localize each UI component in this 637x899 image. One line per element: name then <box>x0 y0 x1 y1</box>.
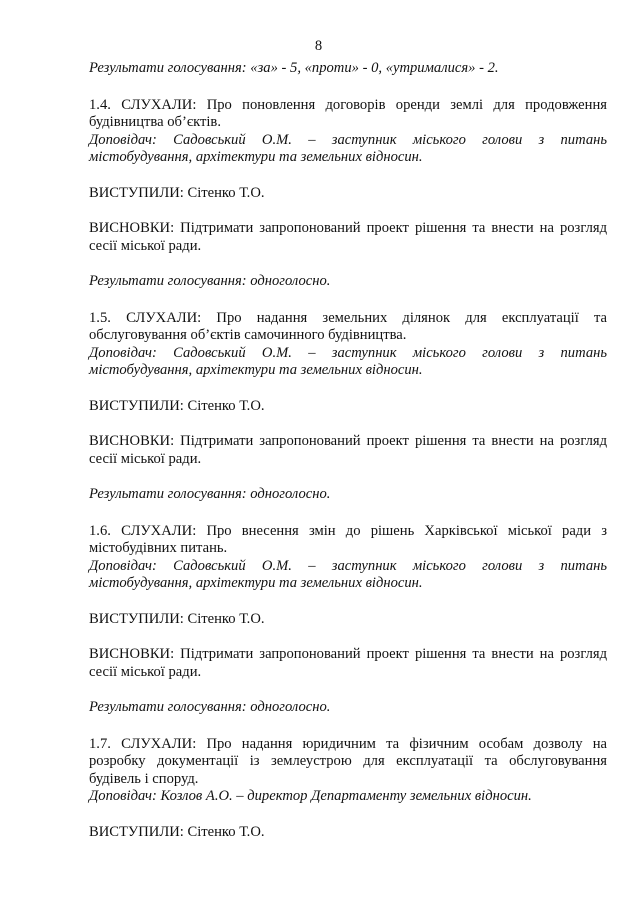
spoke-paragraph <box>89 611 607 629</box>
heard-paragraph <box>89 736 607 789</box>
agenda-item-1-4 <box>89 97 607 291</box>
heard-label: 1.4. СЛУХАЛИ: <box>89 96 197 113</box>
heard-text: Про внесення змін до рішень Харківської міської ради з містобудівних питань. <box>89 522 607 556</box>
heard-paragraph <box>89 97 607 132</box>
spoke-text: Сітенко Т.О. <box>183 823 265 840</box>
agenda-item-1-5 <box>89 310 607 504</box>
page-number: 8 <box>314 38 323 54</box>
heard-text: Про поновлення договорів оренди землі для продовження будівництва об’єктів. <box>89 96 607 130</box>
heard-label: 1.7. СЛУХАЛИ: <box>89 735 197 752</box>
spoke-paragraph <box>89 824 607 842</box>
conclusion-paragraph <box>89 220 607 255</box>
spoke-text: Сітенко Т.О. <box>183 184 265 201</box>
agenda-item-1-6 <box>89 523 607 717</box>
spoke-label: ВИСТУПИЛИ: <box>89 610 184 627</box>
conclusion-text: Підтримати запропонований проект рішення та внести на розгляд сесії міської ради. <box>89 433 607 467</box>
speaker-line: Доповідач: Козлов А.О. – директор Департаменту земельних відносин. <box>89 788 532 804</box>
minutes-body <box>89 60 607 841</box>
spoke-paragraph <box>89 185 607 203</box>
heard-text: Про надання земельних ділянок для експлуатації та обслуговування об’єктів самочинного будівництва. <box>89 309 608 343</box>
conclusion-text: Підтримати запропонований проект рішення та внести на розгляд сесії міської ради. <box>89 646 607 680</box>
vote-result: Результати голосування: одноголосно. <box>89 273 331 289</box>
spoke-text: Сітенко Т.О. <box>183 397 265 414</box>
conclusion-label: ВИСНОВКИ: <box>89 220 175 236</box>
spoke-label: ВИСТУПИЛИ: <box>89 184 184 201</box>
heard-paragraph <box>89 310 607 345</box>
speaker-line: Доповідач: Садовський О.М. – заступник міського голови з питань містобудування, архітектури та земельних відносин. <box>89 344 607 378</box>
spoke-paragraph <box>89 398 607 416</box>
conclusion-paragraph <box>89 646 607 681</box>
heard-paragraph <box>89 523 607 558</box>
vote-result: Результати голосування: одноголосно. <box>89 699 331 715</box>
speaker-line: Доповідач: Садовський О.М. – заступник міського голови з питань містобудування, архітектури та земельних відносин. <box>89 131 607 165</box>
spoke-label: ВИСТУПИЛИ: <box>89 823 184 840</box>
conclusion-label: ВИСНОВКИ: <box>89 646 175 662</box>
heard-text: Про надання юридичним та фізичним особам дозволу на розробку документації із землеустрою для експлуатації та обслуговування будівель і споруд. <box>89 735 607 787</box>
heard-label: 1.6. СЛУХАЛИ: <box>89 522 197 539</box>
vote-result: Результати голосування: одноголосно. <box>89 486 331 502</box>
heard-label: 1.5. СЛУХАЛИ: <box>89 309 202 326</box>
spoke-text: Сітенко Т.О. <box>183 610 265 627</box>
spoke-label: ВИСТУПИЛИ: <box>89 397 184 414</box>
conclusion-paragraph <box>89 433 607 468</box>
intro-vote-result: Результати голосування: «за» - 5, «проти» - 0, «утрималися» - 2. <box>89 60 499 76</box>
conclusion-label: ВИСНОВКИ: <box>89 433 175 449</box>
speaker-line: Доповідач: Садовський О.М. – заступник міського голови з питань містобудування, архітектури та земельних відносин. <box>89 557 607 591</box>
agenda-item-1-7 <box>89 736 607 842</box>
conclusion-text: Підтримати запропонований проект рішення та внести на розгляд сесії міської ради. <box>89 220 607 254</box>
